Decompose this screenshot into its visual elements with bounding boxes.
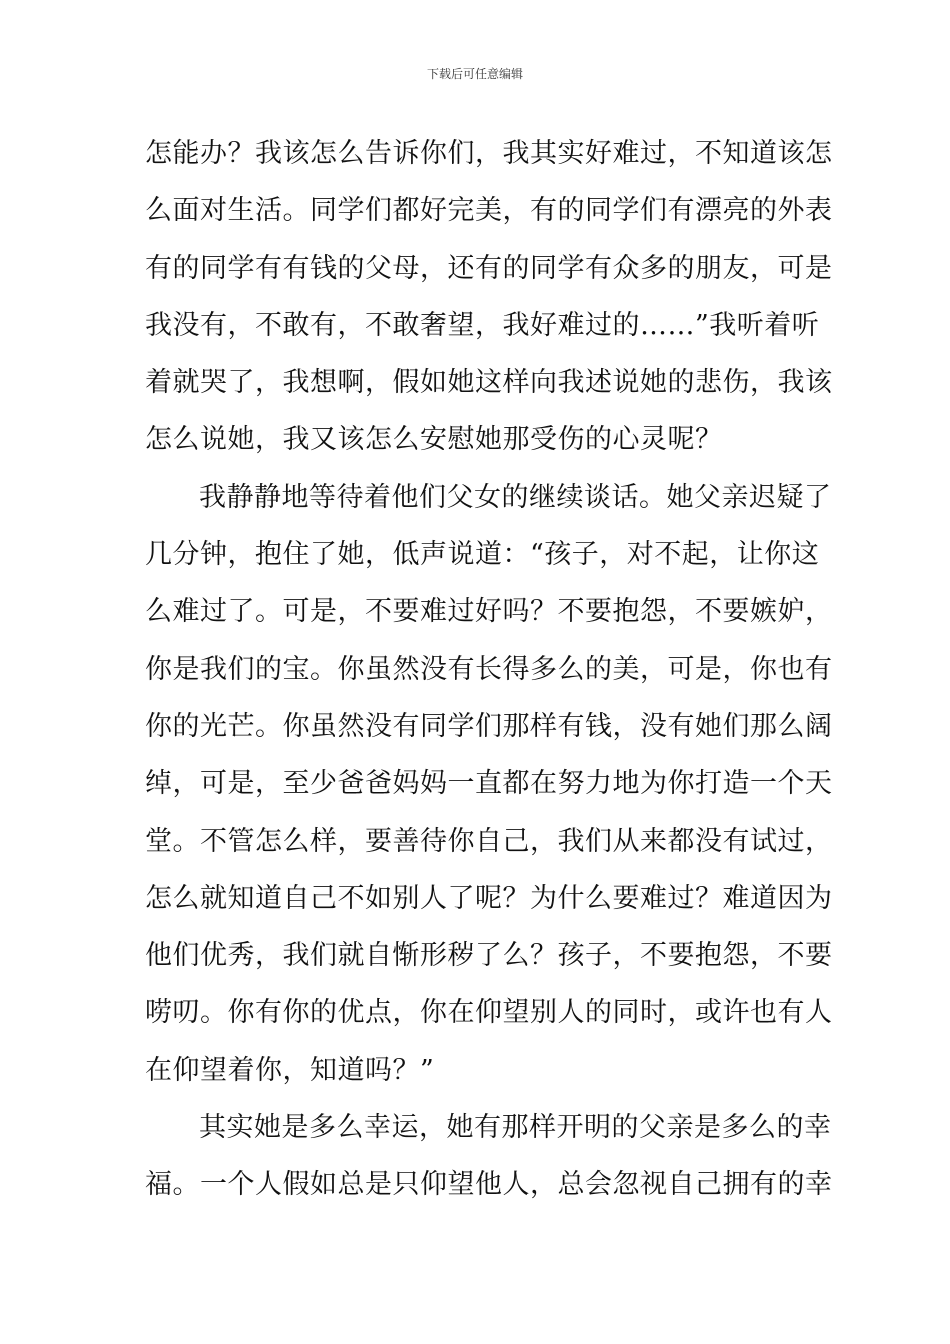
text-line: 他们优秀，我们就自惭形秽了么？孩子，不要抱怨，不要 <box>145 940 833 972</box>
paragraph-first-line: 我静静地等待着他们父女的继续谈话。她父亲迟疑了 <box>199 481 832 513</box>
paragraph-first-line: 其实她是多么幸运，她有那样开明的父亲是多么的幸 <box>199 1112 832 1144</box>
text-line: 唠叨。你有你的优点，你在仰望别人的同时，或许也有人 <box>145 997 833 1029</box>
text-line: 么面对生活。同学们都好完美，有的同学们有漂亮的外表 <box>145 195 833 227</box>
text-line: 你是我们的宝。你虽然没有长得多么的美，可是，你也有 <box>145 653 833 685</box>
text-line: 几分钟，抱住了她，低声说道：“孩子，对不起，让你这 <box>145 539 820 571</box>
text-line: 堂。不管怎么样，要善待你自己，我们从来都没有试过， <box>145 825 833 857</box>
text-line: 福。一个人假如总是只仰望他人，总会忽视自己拥有的幸 <box>145 1169 833 1201</box>
text-line: 你的光芒。你虽然没有同学们那样有钱，没有她们那么阔 <box>145 710 833 742</box>
text-line: 绰，可是，至少爸爸妈妈一直都在努力地为你打造一个天 <box>145 768 833 800</box>
document-body <box>145 125 833 1214</box>
text-line: 怎么说她，我又该怎么安慰她那受伤的心灵呢？ <box>145 424 723 456</box>
text-line: 着就哭了，我想啊，假如她这样向我述说她的悲伤，我该 <box>145 367 833 399</box>
text-line: 怎能办？我该怎么告诉你们，我其实好难过，不知道该怎 <box>145 138 833 169</box>
text-line: 怎么就知道自己不如别人了呢？为什么要难过？难道因为 <box>145 882 833 914</box>
text-line: 我没有，不敢有，不敢奢望，我好难过的……”我听着听 <box>145 309 820 341</box>
page-header: 下载后可任意编辑 <box>426 67 523 81</box>
text-line: 有的同学有有钱的父母，还有的同学有众多的朋友，可是 <box>145 252 833 284</box>
text-line: 在仰望着你，知道吗？” <box>145 1054 435 1086</box>
text-line: 么难过了。可是，不要难过好吗？不要抱怨，不要嫉妒， <box>145 596 833 628</box>
